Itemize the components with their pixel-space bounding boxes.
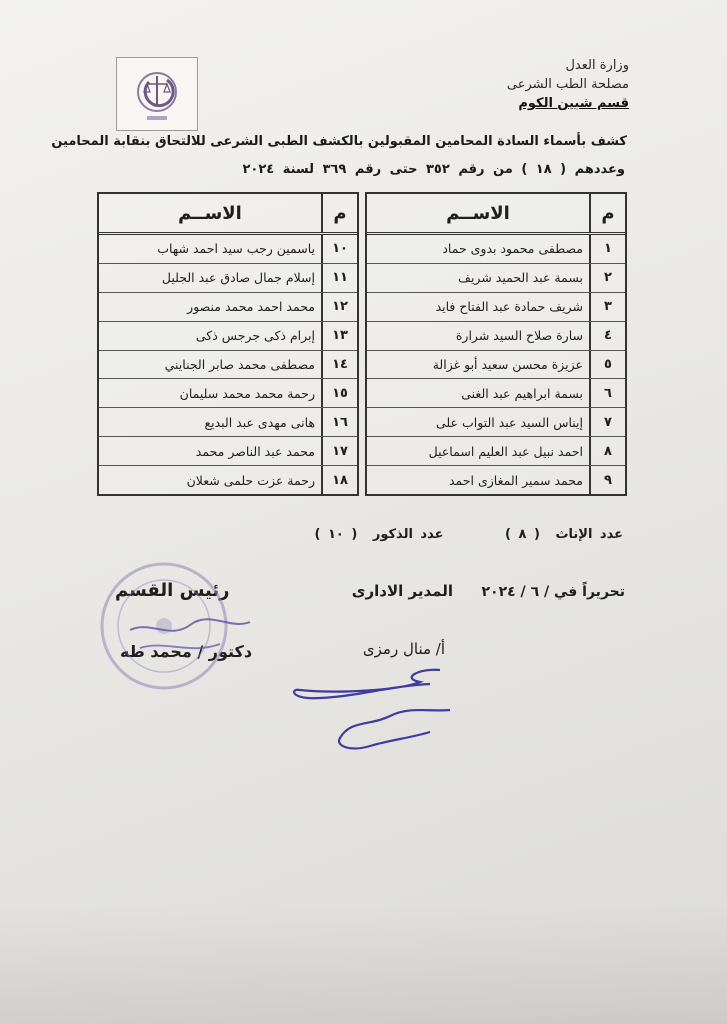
table-row xyxy=(99,322,357,351)
admin-name: أ/ منال رمزى xyxy=(362,640,445,658)
row-name: ياسمين رجب سيد احمد شهاب xyxy=(157,241,315,257)
row-name: احمد نبيل عبد العليم اسماعيل xyxy=(428,443,583,459)
row-name: إسلام جمال صادق عبد الجليل xyxy=(161,270,315,286)
row-name: محمد عبد الناصر محمد xyxy=(195,443,315,459)
count-line: وعددهم ( ١٨ ) من رقم ٣٥٢ حتى رقم ٣٦٩ لسنة ٢٠٢٤ xyxy=(242,162,625,177)
table-row xyxy=(367,235,625,264)
table-row xyxy=(367,322,625,351)
row-name: هانى مهدى عبد البديع xyxy=(204,414,315,430)
row-name: بسمة ابراهيم عبد الغنى xyxy=(461,385,583,401)
row-name: بسمة عبد الحميد شريف xyxy=(458,270,583,286)
column-header-name: الاســم xyxy=(446,202,510,224)
row-name: رحمة عزت حلمى شعلان xyxy=(186,472,315,488)
table-row xyxy=(367,264,625,293)
row-number: ٨ xyxy=(589,437,625,465)
table-row xyxy=(99,437,357,466)
row-number: ٧ xyxy=(589,408,625,436)
row-name: شريف حمادة عبد الفتاح فايد xyxy=(435,299,583,315)
column-header-number: م xyxy=(589,194,625,232)
row-number: ١١ xyxy=(321,264,357,292)
row-name: رحمة محمد محمد سليمان xyxy=(179,385,315,401)
females-label: عدد الإناث xyxy=(555,527,623,542)
row-number: ١٧ xyxy=(321,437,357,465)
males-value: ( ١٠ ) xyxy=(314,527,358,542)
row-name: محمد سمير المغازى احمد xyxy=(449,472,583,488)
table-half-right xyxy=(365,192,627,496)
table-row xyxy=(99,408,357,437)
table-header xyxy=(367,194,625,235)
head-title: رئيس القسم xyxy=(115,580,230,601)
table-row xyxy=(367,293,625,322)
row-number: ٦ xyxy=(589,379,625,407)
scales-emblem-icon xyxy=(117,58,197,130)
table-row xyxy=(99,351,357,380)
column-header-number: م xyxy=(321,194,357,232)
table-row xyxy=(367,466,625,494)
header-block xyxy=(369,56,629,113)
table-row xyxy=(99,466,357,494)
head-name: دكتور / محمد طه xyxy=(120,642,253,661)
row-name: مصطفى محمود بدوى حماد xyxy=(442,241,583,257)
head-signature-icon xyxy=(110,600,270,670)
row-number: ١٣ xyxy=(321,322,357,350)
row-name: مصطفى محمد صابر الجنايني xyxy=(164,357,315,372)
row-name: سارة صلاح السيد شرارة xyxy=(455,328,583,344)
row-number: ١٠ xyxy=(321,235,357,263)
column-header-name: الاســم xyxy=(178,202,242,224)
row-name: محمد احمد محمد منصور xyxy=(187,299,315,315)
table-row xyxy=(99,293,357,322)
photo-shadow xyxy=(0,904,727,1024)
table-row xyxy=(99,379,357,408)
females-value: ( ٨ ) xyxy=(505,527,540,542)
table-row xyxy=(99,235,357,264)
row-number: ١ xyxy=(589,235,625,263)
department-name: قسم شبين الكوم xyxy=(518,96,629,111)
table-row xyxy=(99,264,357,293)
table-row xyxy=(367,437,625,466)
agency-logo xyxy=(116,57,198,131)
table-row xyxy=(367,351,625,380)
table-row xyxy=(367,408,625,437)
table-row xyxy=(367,379,625,408)
issue-date: تحريراً في / ٦ / ٢٠٢٤ xyxy=(481,584,625,600)
document-title: كشف بأسماء السادة المحامين المقبولين بالكشف الطبى الشرعى للالتحاق بنقابة المحامين xyxy=(51,134,627,149)
row-number: ١٨ xyxy=(321,466,357,494)
table-half-left xyxy=(97,192,359,496)
row-number: ٥ xyxy=(589,351,625,379)
males-label: عدد الذكور xyxy=(372,527,444,542)
row-number: ٩ xyxy=(589,466,625,494)
row-number: ٣ xyxy=(589,293,625,321)
row-name: إيناس السيد عبد التواب على xyxy=(435,414,583,430)
row-number: ١٦ xyxy=(321,408,357,436)
ministry-name: وزارة العدل xyxy=(565,58,629,73)
names-table xyxy=(97,192,627,496)
row-number: ١٢ xyxy=(321,293,357,321)
totals-line xyxy=(307,527,623,542)
row-number: ٢ xyxy=(589,264,625,292)
row-number: ٤ xyxy=(589,322,625,350)
row-number: ١٤ xyxy=(321,351,357,379)
admin-title: المدير الادارى xyxy=(351,582,453,600)
row-name: إبرام ذكى جرجس ذكى xyxy=(195,328,315,344)
admin-signature-icon xyxy=(280,660,480,770)
table-header xyxy=(99,194,357,235)
row-name: عزيزة محسن سعيد أبو غزالة xyxy=(432,357,583,372)
row-number: ١٥ xyxy=(321,379,357,407)
authority-name: مصلحة الطب الشرعى xyxy=(506,77,629,92)
